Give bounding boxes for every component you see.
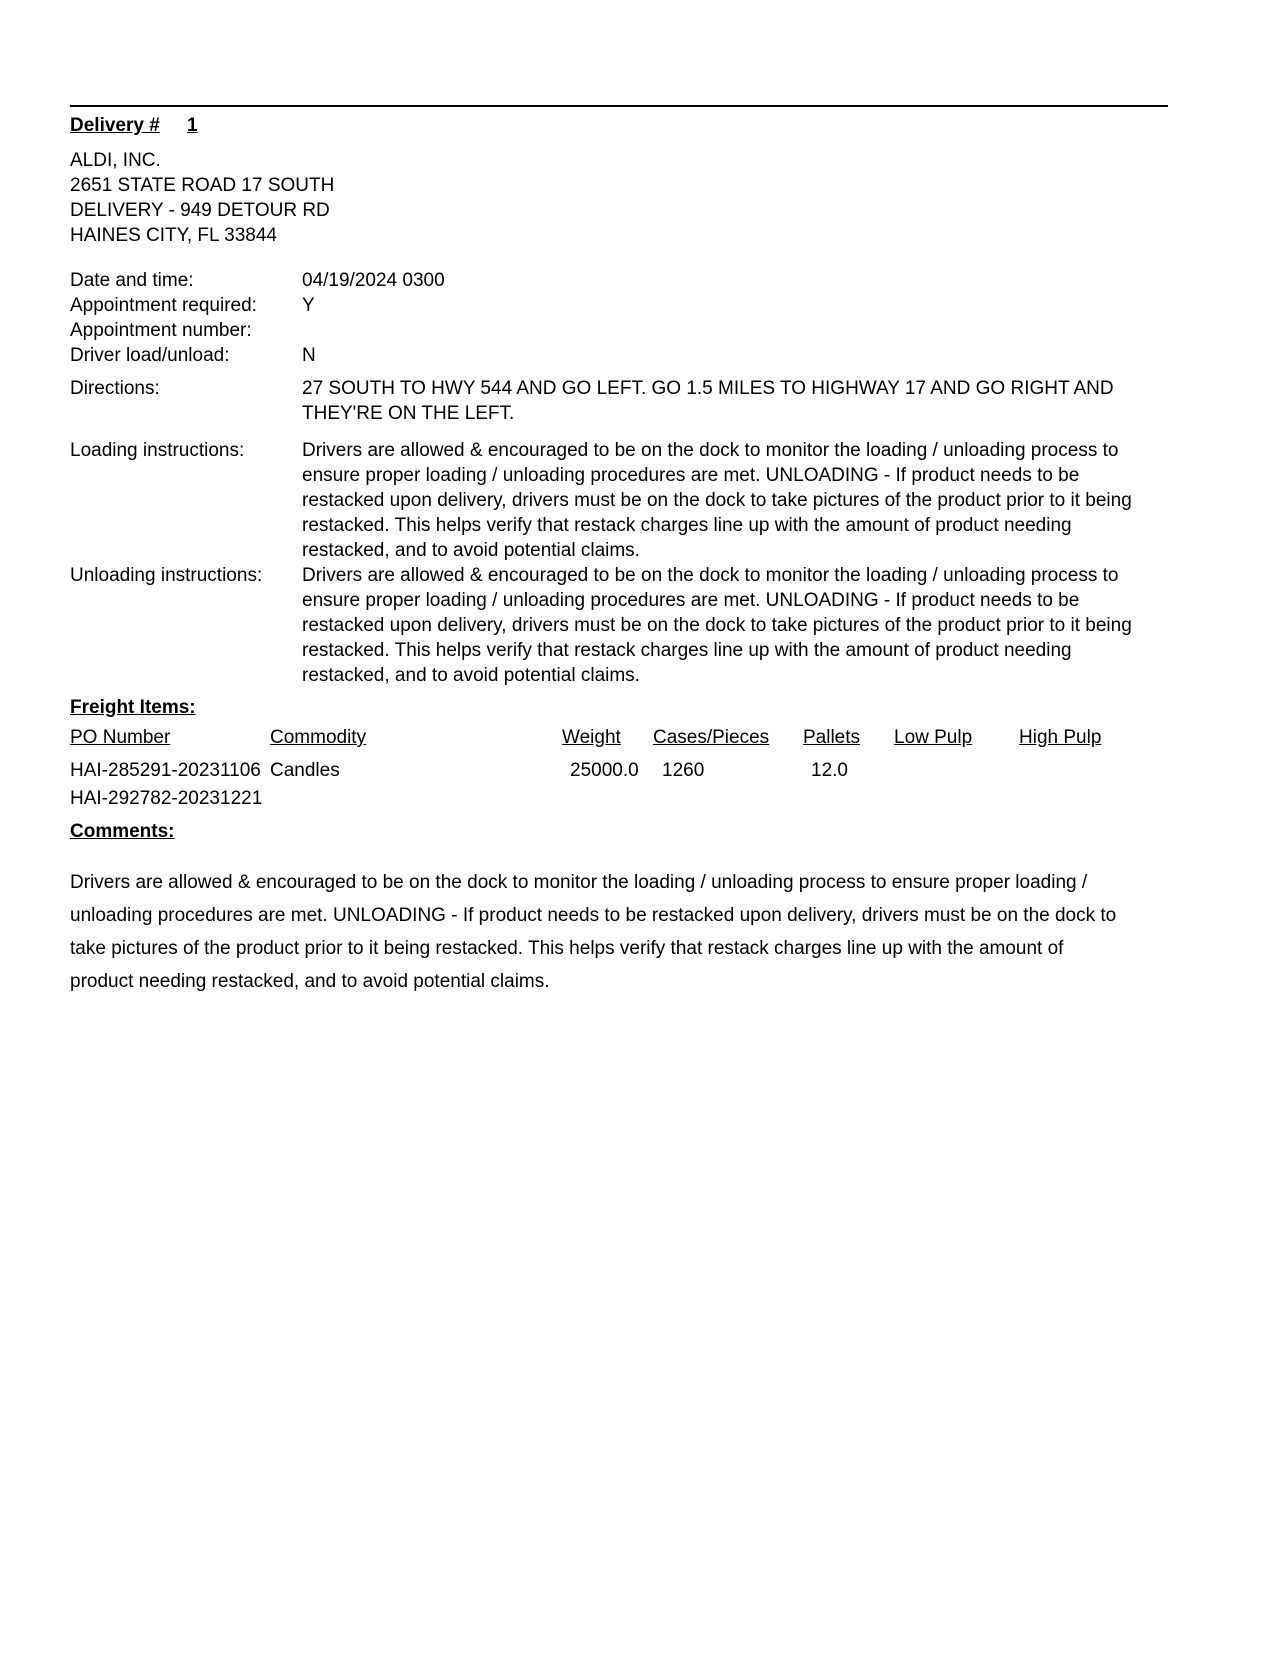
header-high-pulp: High Pulp [1019, 727, 1102, 748]
header-weight: Weight [562, 727, 621, 748]
header-cases-pieces: Cases/Pieces [653, 727, 770, 748]
unloading-instructions-value: Drivers are allowed & encouraged to be on the dock to monitor the loading / unloading process to ensure proper loading / unloading procedures are met. UNLOADING - If product needs to be restacked upon delivery, drivers must be on the dock to take pictures of the product prior to it being restacked. This helps verify that restack charges line up with the amount of product needing restacked, and to avoid potential claims. [302, 565, 1132, 686]
header-pallets: Pallets [803, 727, 861, 748]
freight-row-po: HAI-285291-20231106 [70, 760, 261, 781]
address-line-street: 2651 STATE ROAD 17 SOUTH [70, 175, 335, 196]
delivery-number: 1 [187, 115, 198, 136]
address-line-delivery: DELIVERY - 949 DETOUR RD [70, 200, 330, 221]
header-po-number: PO Number [70, 727, 171, 748]
directions-value: 27 SOUTH TO HWY 544 AND GO LEFT. GO 1.5 MILES TO HIGHWAY 17 AND GO RIGHT AND THEY'RE ON THE LEFT. [302, 378, 1114, 424]
appointment-required-value: Y [302, 295, 315, 316]
freight-row-commodity: Candles [270, 760, 340, 781]
comments-text: Drivers are allowed & encouraged to be on the dock to monitor the loading / unloading process to ensure proper loading / unloading procedures are met. UNLOADING - If product needs to be restacked upon delivery, drivers must be on the dock to take pictures of the product prior to it being restacked. This helps verify that restack charges line up with the amount of product needing restacked, and to avoid potential claims. [70, 872, 1117, 992]
comments-title: Comments: [70, 821, 175, 842]
directions-label: Directions: [70, 378, 160, 399]
header-commodity: Commodity [270, 727, 367, 748]
appointment-required-label: Appointment required: [70, 295, 257, 316]
driver-load-unload-label: Driver load/unload: [70, 345, 230, 366]
address-line-city: HAINES CITY, FL 33844 [70, 225, 277, 246]
freight-row-pallets: 12.0 [811, 760, 848, 781]
delivery-label: Delivery # [70, 115, 160, 136]
header-low-pulp: Low Pulp [894, 727, 973, 748]
freight-items-title: Freight Items: [70, 697, 196, 718]
loading-instructions-label: Loading instructions: [70, 440, 245, 461]
loading-instructions-value: Drivers are allowed & encouraged to be on the dock to monitor the loading / unloading process to ensure proper loading / unloading procedures are met. UNLOADING - If product needs to be restacked upon delivery, drivers must be on the dock to take pictures of the product prior to it being restacked. This helps verify that restack charges line up with the amount of product needing restacked, and to avoid potential claims. [302, 440, 1132, 561]
freight-row-weight: 25000.0 [570, 760, 639, 781]
date-time-value: 04/19/2024 0300 [302, 270, 445, 291]
freight-row-cases: 1260 [662, 760, 705, 781]
top-divider [70, 105, 1168, 107]
unloading-instructions-label: Unloading instructions: [70, 565, 263, 586]
appointment-number-label: Appointment number: [70, 320, 252, 341]
delivery-address [70, 148, 334, 248]
address-line-company: ALDI, INC. [70, 150, 161, 171]
date-time-label: Date and time: [70, 270, 194, 291]
freight-row-po-2: HAI-292782-20231221 [70, 788, 263, 809]
driver-load-unload-value: N [302, 345, 316, 366]
